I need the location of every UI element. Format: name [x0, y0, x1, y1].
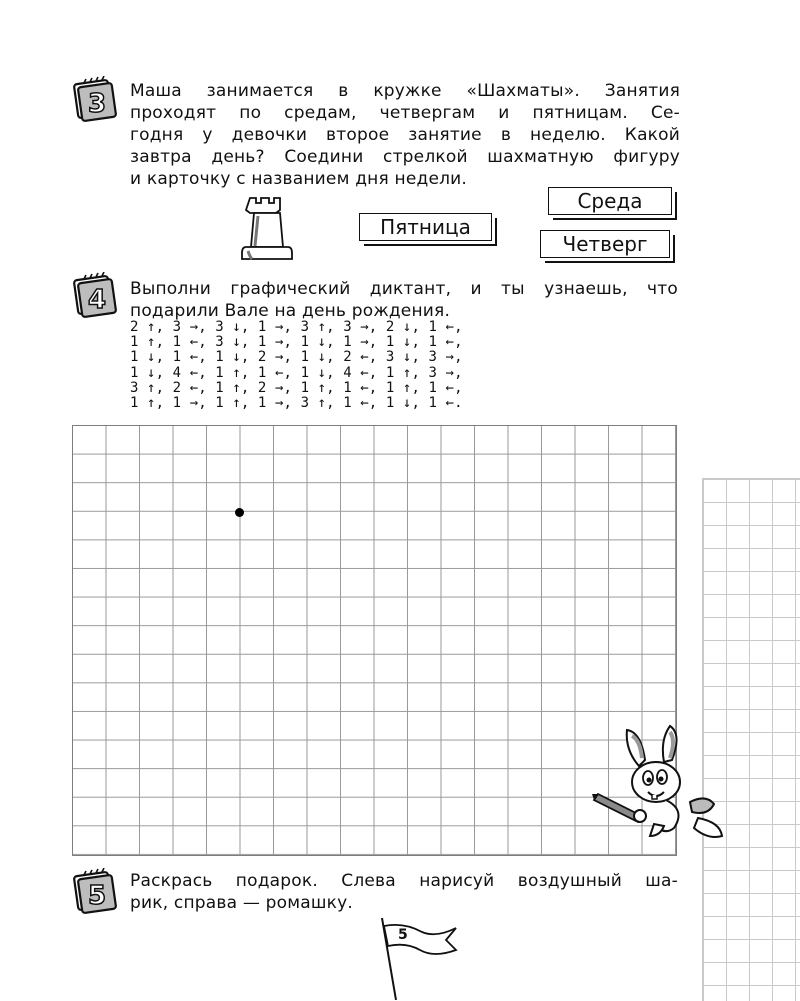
- task-3-badge-icon: [72, 76, 118, 122]
- dictation-line: 2 ↑, 3 →, 3 ↓, 1 →, 3 ↑, 3 →, 2 ↓, 1 ←,: [130, 319, 463, 335]
- task-3-line: и карточку с названием дня недели.: [130, 169, 468, 189]
- task-3-line: проходят по средам, четвергам и пятницам. Се-: [130, 103, 680, 123]
- card-thursday[interactable]: [540, 230, 670, 258]
- svg-text:4: 4: [87, 285, 107, 315]
- page-number: 5: [398, 927, 408, 943]
- svg-text:5: 5: [87, 881, 107, 911]
- card-wednesday-label: Среда: [577, 189, 643, 213]
- task-5-badge-icon: [72, 868, 118, 914]
- task-4-badge-icon: [72, 272, 118, 318]
- card-friday[interactable]: [359, 213, 492, 241]
- card-wednesday[interactable]: [548, 187, 672, 215]
- dictation-line: 1 ↑, 1 →, 1 ↑, 1 →, 3 ↑, 1 ←, 1 ↓, 1 ←.: [130, 395, 463, 412]
- graphic-dictation: [130, 320, 463, 411]
- task-5-text: [130, 870, 678, 914]
- card-thursday-label: Четверг: [562, 232, 648, 256]
- dictation-line: 1 ↓, 4 ←, 1 ↑, 1 ←, 1 ↓, 4 ←, 1 ↑, 3 →,: [130, 364, 463, 381]
- chess-rook-icon: [236, 194, 298, 262]
- bunny-with-pencil-icon: [592, 722, 732, 842]
- dictation-line: 3 ↑, 2 ←, 1 ↑, 2 →, 1 ↑, 1 ←, 1 ↑, 1 ←,: [130, 379, 463, 396]
- task-4-line: подарили Вале на день рождения.: [130, 301, 451, 321]
- task-3-line: завтра день? Соедини стрелкой шахматную фигуру: [130, 147, 680, 167]
- drawing-grid[interactable]: [72, 425, 677, 856]
- task-5-line: Раскрась подарок. Слева нарисуй воздушный ша-: [130, 871, 678, 891]
- task-4-line: Выполни графический диктант, и ты узнаешь, что: [130, 279, 678, 299]
- dictation-line: 1 ↑, 1 ←, 3 ↓, 1 →, 1 ↓, 1 →, 1 ↓, 1 ←,: [130, 334, 463, 351]
- dictation-line: 1 ↓, 1 ←, 1 ↓, 2 →, 1 ↓, 2 ←, 3 ↓, 3 →,: [130, 349, 463, 366]
- task-3-text: [130, 80, 680, 190]
- task-5-line: рик, справа — ромашку.: [130, 893, 353, 913]
- task-4-text: [130, 278, 678, 322]
- task-3-line: Маша занимается в кружке «Шахматы». Занятия: [130, 81, 680, 101]
- start-point-dot: [235, 508, 244, 517]
- page-flag-icon: [374, 916, 464, 1000]
- card-friday-label: Пятница: [380, 215, 471, 239]
- task-3-line: годня у девочки второе занятие в неделю. Какой: [130, 125, 680, 145]
- svg-text:3: 3: [87, 89, 107, 119]
